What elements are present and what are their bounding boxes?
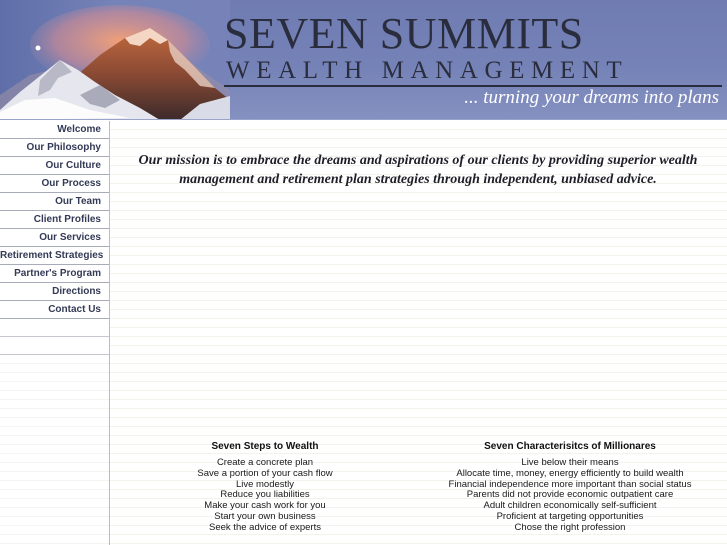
list-item: Reduce you liabilities [220,489,310,501]
nav-item-our-process[interactable]: Our Process [0,175,109,193]
characteristics-title: Seven Characterisitcs of Millionares [484,441,656,452]
nav-spacer [0,319,109,337]
list-item: Adult children economically self-sufficient [483,500,657,512]
nav-item-directions[interactable]: Directions [0,283,109,301]
header-banner [0,0,727,120]
list-item: Save a portion of your cash flow [197,467,333,479]
list-item: Chose the right profession [514,521,626,533]
nav-item-client-profiles[interactable]: Client Profiles [0,211,109,229]
seven-steps-title: Seven Steps to Wealth [211,441,319,452]
nav-item-our-culture[interactable]: Our Culture [0,157,109,175]
nav-item-our-services[interactable]: Our Services [0,229,109,247]
list-item: Proficient at targeting opportunities [496,510,644,522]
nav-item-partners-program[interactable]: Partner's Program [0,265,109,283]
tagline: ... turning your dreams into plans [464,87,719,108]
list-item: Live modestly [235,478,295,490]
mission-statement: Our mission is to embrace the dreams and aspirations of our clients by providing superior wealth management and retirement plan strategies through independent, unbiased advice. [138,153,698,187]
list-item: Financial independence more important than social status [448,478,692,490]
main-content [110,121,727,545]
nav-item-our-philosophy[interactable]: Our Philosophy [0,139,109,157]
list-item: Parents did not provide economic outpatient care [466,489,674,501]
seven-steps-list [140,441,390,534]
list-item: Create a concrete plan [216,457,314,468]
brand-subtitle: WEALTH MANAGEMENT [226,57,629,84]
brand-title: SEVEN SUMMITS [224,9,584,58]
list-item: Start your own business [214,510,316,522]
nav-item-our-team[interactable]: Our Team [0,193,109,211]
sidebar-nav [0,121,110,545]
nav-item-contact-us[interactable]: Contact Us [0,301,109,319]
mountain-peak-image [0,0,230,120]
list-item: Allocate time, money, energy efficiently to build wealth [456,467,684,479]
nav-item-welcome[interactable]: Welcome [0,121,109,139]
nav-item-retirement-strategies[interactable]: Retirement Strategies [0,247,109,265]
nav-spacer [0,337,109,355]
list-item: Seek the advice of experts [209,521,321,533]
list-item: Live below their means [521,457,619,468]
banner-divider [0,119,727,120]
millionaire-characteristics-list [440,441,700,534]
list-item: Make your cash work for you [204,500,326,512]
